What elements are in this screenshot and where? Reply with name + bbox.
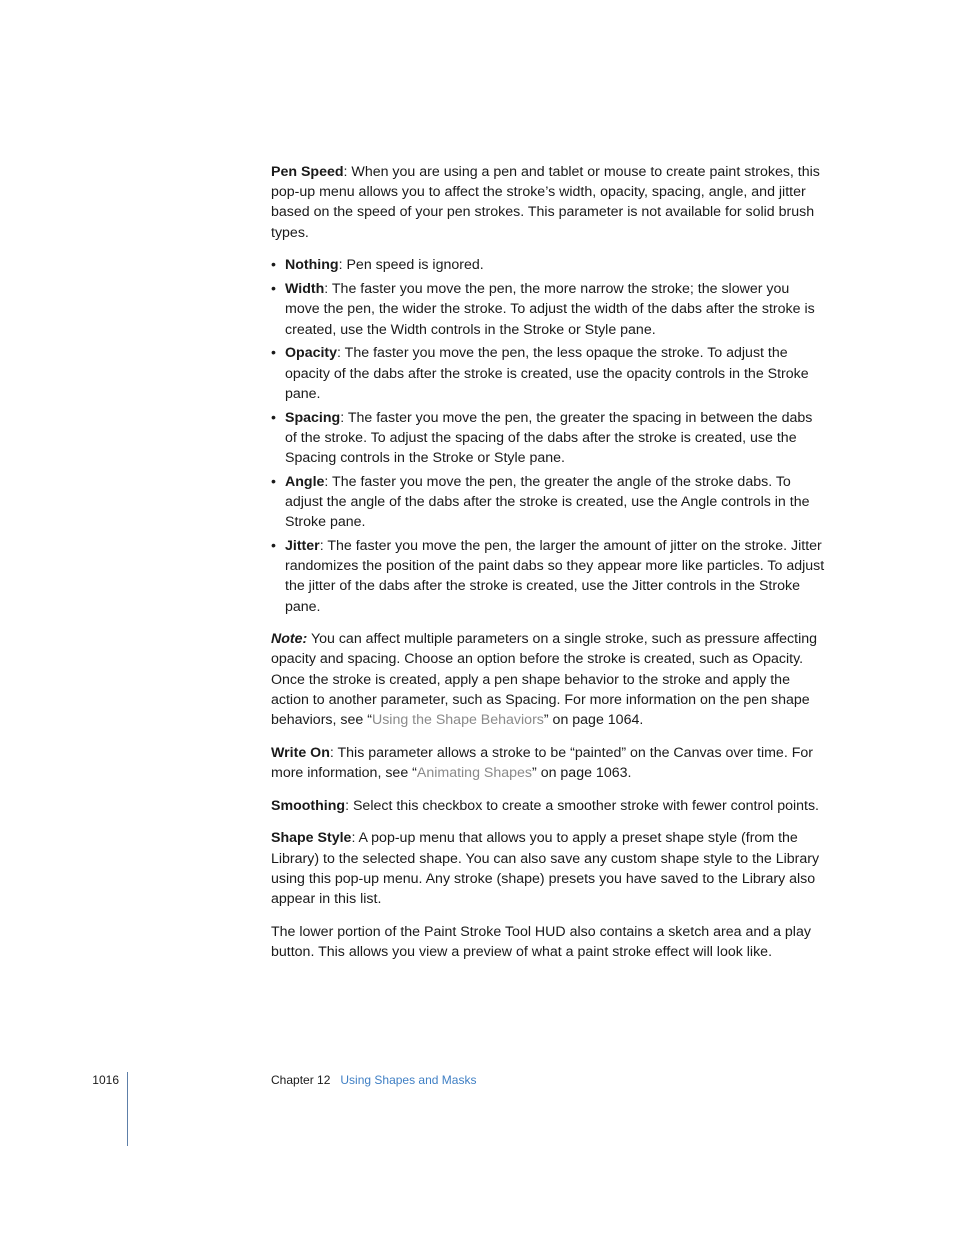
pen-speed-term: Pen Speed (271, 164, 344, 180)
option-term: Opacity (285, 345, 338, 362)
smoothing-description: : Select this checkbox to create a smoother stroke with fewer control points. (345, 797, 820, 814)
pen-speed-paragraph (271, 162, 827, 243)
smoothing-paragraph (271, 796, 827, 816)
note-paragraph (271, 629, 827, 730)
option-description: : The faster you move the pen, the greater the angle of the stroke dabs. To adjust the angle of the dabs after the stroke is created, use the Angle controls in the Stroke pane. (285, 473, 810, 531)
list-item-angle (271, 472, 827, 533)
closing-paragraph: The lower portion of the Paint Stroke Tool HUD also contains a sketch area and a play button. This allows you view a preview of what a paint stroke effect will look like. (271, 923, 811, 960)
list-item-opacity (271, 343, 827, 404)
list-item-nothing (271, 255, 827, 275)
bullet-glyph: • (271, 473, 276, 490)
shape-style-term: Shape Style (271, 830, 352, 847)
option-description: : The faster you move the pen, the more narrow the stroke; the slower you move the pen, the wider the stroke. To adjust the width of the dabs after the stroke is created, use the Width controls in the Stroke or Style pane. (285, 281, 815, 338)
bullet-glyph: • (271, 409, 276, 426)
option-term: Nothing (285, 257, 339, 274)
write-on-term: Write On (271, 744, 330, 761)
bullet-glyph: • (271, 257, 276, 274)
list-item-spacing (271, 408, 827, 469)
chapter-footer (271, 1072, 476, 1088)
option-description: : The faster you move the pen, the greater the spacing in between the dabs of the stroke. To adjust the spacing of the dabs after the stroke is created, use the Spacing controls in the Stroke or Style pane. (285, 409, 813, 466)
shape-style-paragraph (271, 828, 827, 909)
list-item-width (271, 279, 827, 340)
page-number: 1016 (92, 1073, 119, 1087)
note-text-after: ” on page 1064. (543, 712, 644, 729)
option-description: : The faster you move the pen, the less opaque the stroke. To adjust the opacity of the dabs after the stroke is created, use the opacity controls in the Stroke pane. (285, 345, 809, 402)
animating-shapes-link[interactable]: Animating Shapes (416, 764, 533, 781)
option-term: Spacing (285, 409, 341, 426)
smoothing-term: Smoothing (271, 797, 346, 814)
shape-behaviors-link[interactable]: Using the Shape Behaviors (371, 712, 544, 729)
note-term: Note: (271, 631, 308, 648)
bullet-glyph: • (271, 281, 276, 298)
note-text-before: You can affect multiple parameters on a single stroke, such as pressure affecting opacity and spacing. Choose an option before the stroke is created, such as Opacity. Once the stroke is created, apply a pen shape behavior to the stroke and apply the action to another parameter, such as Spacing. For more information on the pen shape behaviors, see “ (271, 631, 817, 729)
footer-divider (127, 1072, 128, 1146)
write-on-text-after: ” on page 1063. (532, 764, 632, 781)
option-term: Width (285, 281, 325, 298)
write-on-text-before: : This parameter allows a stroke to be “painted” on the Canvas over time. For more information, see “ (271, 744, 813, 781)
chapter-label: Chapter 12 (271, 1073, 331, 1087)
chapter-title-link[interactable]: Using Shapes and Masks (340, 1073, 477, 1087)
shape-style-description: : A pop-up menu that allows you to apply a preset shape style (from the Library) to the selected shape. You can also save any custom shape style to the Library using this pop-up menu. Any stroke (shape) presets you have saved to the Library also appear in this list. (271, 830, 820, 907)
bullet-glyph: • (271, 345, 276, 362)
page-body (271, 162, 827, 975)
pen-speed-options-list (271, 255, 827, 616)
option-term: Jitter (285, 537, 320, 554)
list-item-jitter (271, 536, 827, 617)
write-on-paragraph (271, 743, 827, 783)
option-description: : Pen speed is ignored. (338, 257, 484, 274)
option-description: : The faster you move the pen, the larger the amount of jitter on the stroke. Jitter randomizes the position of the paint dabs so they appear more like particles. To adjust the jitter of the dabs after the stroke is created, use the Jitter controls in the Stroke pane. (285, 537, 825, 615)
option-term: Angle (285, 473, 325, 490)
bullet-glyph: • (271, 537, 276, 554)
pen-speed-description: : When you are using a pen and tablet or mouse to create paint strokes, this pop-up menu allows you to affect the stroke’s width, opacity, spacing, angle, and jitter based on the speed of your pen strokes. This parameter is not available for solid brush types. (271, 164, 820, 241)
